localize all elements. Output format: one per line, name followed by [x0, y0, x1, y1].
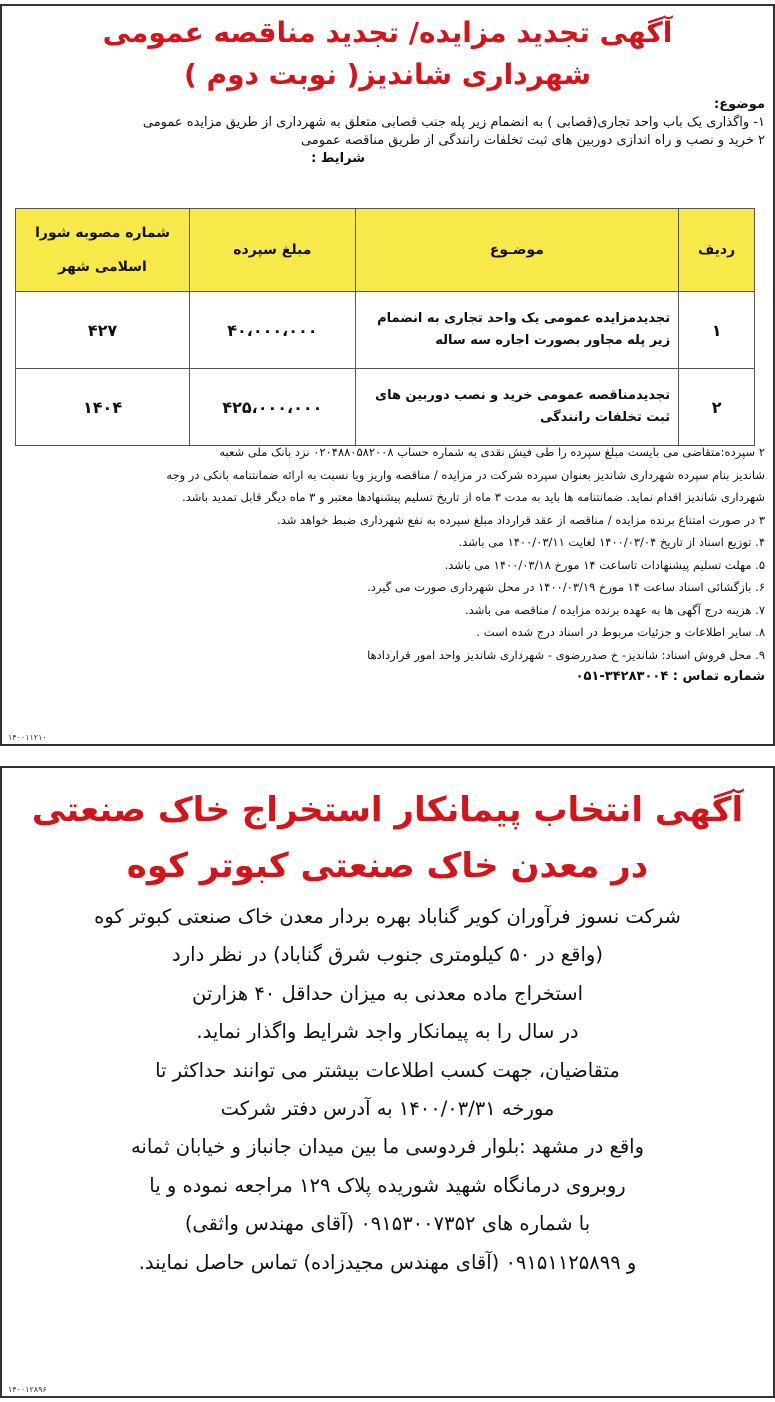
table-row [16, 292, 755, 369]
conditions-label: شرایط : [311, 151, 365, 166]
body-line: مورخه ۱۴۰۰/۰۳/۳۱ به آدرس دفتر شرکت [220, 1097, 555, 1121]
terms-list [6, 441, 765, 689]
notice1-code: ۱۴۰۰۱۱۲۱۰ [8, 733, 47, 742]
header-subject: موضـوع [355, 209, 679, 292]
contact-phone: شماره تماس : ۳۴۲۸۳۰۰۴-۰۵۱ [575, 669, 765, 684]
row-number: ۱ [679, 292, 755, 369]
term-line: ۵. مهلت تسلیم پیشنهادات تاساعت ۱۴ مورخ ۱۴۰۰/۰۳/۱۸ می باشد. [444, 557, 765, 572]
header-row-number: ردیف [679, 209, 755, 292]
row-council-number: ۱۴۰۴ [16, 369, 190, 446]
contractor-notice [0, 766, 775, 1398]
term-line: ۶. بازگشائی اسناد ساعت ۱۴ مورخ ۱۴۰۰/۰۳/۱۹ در محل شهرداری صورت می گیرد. [367, 580, 765, 594]
term-line: شاندیز بنام سپرده شهرداری شاندیز بعنوان سپرده شرکت در مزایده / مناقصه واریز ویا نسبت به ارائه ضمانتنامه بانکی در وجه [166, 467, 765, 482]
row-subject: تجدیدمزایده عمومی یک واحد تجاری به انضمام زیر پله مجاور بصورت اجاره سه ساله [355, 292, 679, 369]
body-line: واقع در مشهد :بلوار فردوسی ما بین میدان جانباز و خیابان ثمانه [130, 1135, 645, 1159]
body-line: و ۰۹۱۵۱۱۲۵۸۹۹ (آقای مهندس مجیدزاده) تماس حاصل نمایند. [138, 1250, 637, 1274]
table-header-row [16, 209, 755, 292]
term-line: ۸. سایر اطلاعات و جزئیات مربوط در اسناد درج شده است . [476, 625, 765, 639]
subject-item-1: ۱- واگذاری یک باب واحد تجاری(قصابی ) به انضمام زیر پله جنب قصابی متعلق به شهرداری از طریق مزایده عمومی [142, 115, 765, 130]
notice2-title: آگهی انتخاب پیمانکار استخراج خاک صنعتی [31, 790, 744, 830]
row-deposit: ۴۰،۰۰۰،۰۰۰ [190, 292, 356, 369]
term-line: ۴. توزیع اسناد از تاریخ ۱۴۰۰/۰۳/۰۴ لغایت ۱۴۰۰/۰۳/۱۱ می باشد. [458, 535, 765, 549]
row-subject: تجدیدمناقصه عمومی خرید و نصب دوربین های ثبت تخلفات رانندگی [355, 369, 679, 446]
body-line: در سال را به پیمانکار واجد شرایط واگذار نماید. [196, 1020, 579, 1044]
subject-item-2: ۲ خرید و نصب و راه اندازی دوربین های ثبت تخلفات رانندگی از طریق مناقصه عمومی [300, 133, 765, 148]
term-line: ۲ سپرده:متقاضی می بایست مبلغ سپرده را طی فیش نقدی به شماره حساب ۰۲۰۴۸۸۰۵۸۲۰۰۸ نزد بانک ملی شعبه [219, 445, 765, 459]
body-line: متقاضیان، جهت کسب اطلاعات بیشتر می توانند حداکثر تا [155, 1058, 620, 1082]
header-council-number: شماره مصوبه شورا اسلامی شهر [16, 209, 190, 292]
term-line: ۷. هزینه درج آگهی ها به عهده برنده مزایده / مناقصه می باشد. [465, 602, 765, 617]
body-line: استخراج ماده معدنی به میزان حداقل ۴۰ هزارتن [191, 981, 584, 1005]
tender-notice [0, 4, 775, 746]
row-number: ۲ [679, 369, 755, 446]
conditions-table [15, 208, 755, 446]
table-row [16, 369, 755, 446]
body-line: (واقع در ۵۰ کیلومتری جنوب شرق گناباد) در نظر دارد [172, 943, 603, 967]
term-line: ۹. محل فروش اسناد: شاندیز- خ صدررضوی - شهرداری شاندیز واحد امور قراردادها [367, 647, 765, 662]
row-deposit: ۴۲۵،۰۰۰،۰۰۰ [190, 369, 356, 446]
notice1-subtitle: شهرداری شاندیز( نوبت دوم ) [184, 58, 591, 91]
notice2-subtitle: در معدن خاک صنعتی کبوتر کوه [126, 846, 649, 886]
body-line: با شماره های ۰۹۱۵۳۰۰۷۳۵۲ (آقای مهندس واثقی) [184, 1212, 591, 1236]
notice1-title: آگهی تجدید مزایده/ تجدید مناقصه عمومی [102, 16, 673, 49]
notice2-body [2, 894, 773, 1282]
term-line: شهرداری شاندیز اقدام نماید. ضمانتنامه ها باید به مدت ۳ ماه از تاریخ تسلیم پیشنهادها معتبر و ۳ ماه دیگر قابل تمدید باشد. [182, 490, 765, 504]
body-line: روبروی درمانگاه شهید شوریده پلاک ۱۲۹ مراجعه نموده و یا [149, 1173, 626, 1197]
subject-section [2, 96, 773, 168]
notice2-code: ۱۴۰۰۱۲۸۹۶ [8, 1385, 47, 1394]
term-line: ۳ در صورت امتناع برنده مزایده / مناقصه از عقد قرارداد مبلغ سپرده به نفع شهرداری ضبط خواهد شد. [277, 512, 765, 527]
row-council-number: ۴۲۷ [16, 292, 190, 369]
body-line: شرکت نسوز فرآوران کویر گناباد بهره بردار معدن خاک صنعتی کبوتر کوه [94, 905, 681, 928]
header-deposit: مبلغ سپرده [190, 209, 356, 292]
subject-label: موضوع: [714, 97, 765, 112]
